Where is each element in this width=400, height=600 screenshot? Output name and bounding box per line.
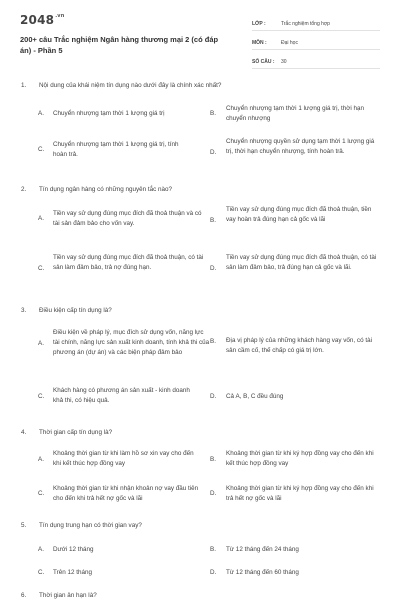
option-letter: A.: [38, 546, 44, 553]
meta-key: MÔN :: [252, 40, 267, 46]
option-text: Chuyển nhượng tạm thời 1 lượng giá trị: [53, 110, 165, 117]
meta-value: Trắc nghiệm tổng hợp: [281, 21, 330, 27]
option-text: Khoảng thời gian từ khi ký hợp đồng vay cho đến khi trả hết nợ gốc và lãi: [226, 485, 374, 502]
option-text: Khoảng thời gian từ khi ký hợp đồng vay cho đến khi kết thúc hợp đồng vay: [226, 450, 374, 467]
option-letter: A.: [38, 456, 44, 463]
option-letter: B.: [210, 456, 216, 463]
option-letter: D.: [210, 490, 217, 497]
option-text: Tiền vay sử dụng đúng mục đích đã thoả thuận, có tài sản làm đảm bảo, trả đúng hạn cả gốc và lãi.: [226, 254, 377, 271]
question-body: Điều kiện cấp tín dụng là?: [39, 307, 112, 314]
option-letter: B.: [210, 546, 216, 553]
option-text: Điều kiện về pháp lý, mục đích sử dụng vốn, năng lực tài chính, năng lực sản xuất kinh doanh, tính khả thi của phương án (dự án) và các biện pháp đảm bảo: [53, 329, 210, 356]
option-letter: A.: [38, 340, 44, 347]
option-text: Khoảng thời gian từ khi làm hồ sơ xin vay cho đến khi kết thúc hợp đồng vay: [53, 450, 194, 467]
option-letter: C.: [38, 265, 45, 272]
logo-text: 2048: [20, 13, 55, 27]
option-letter: A.: [38, 110, 44, 117]
question-body: Tín dụng ngân hàng có những nguyên tắc nào?: [39, 186, 173, 193]
option-text: Chuyển nhượng tạm thời 1 lượng giá trị, thời hạn chuyển nhượng: [226, 105, 365, 122]
meta-row-subject: [252, 33, 380, 50]
option-text: Khoảng thời gian từ khi nhận khoản nợ vay đầu tiên cho đến khi trả hết nợ gốc và lãi: [53, 485, 199, 502]
option-letter: D.: [210, 569, 217, 576]
question-number: 4.: [21, 429, 27, 436]
option-text: Khách hàng có phương án sản xuất - kinh doanh khả thi, có hiệu quả.: [53, 387, 190, 404]
question-number: 6.: [21, 592, 27, 599]
document-header: [0, 0, 400, 72]
option-letter: B.: [210, 217, 216, 224]
option-text: Cả A, B, C đều đúng: [226, 393, 284, 400]
meta-key: LỚP :: [252, 21, 266, 27]
option-letter: D.: [210, 393, 217, 400]
question-body: Tín dụng trung hạn có thời gian vay?: [39, 522, 142, 529]
meta-key: SỐ CÂU :: [252, 59, 275, 65]
question-number: 1.: [21, 82, 27, 89]
option-text: Trên 12 tháng: [53, 569, 92, 576]
option-letter: A.: [38, 215, 44, 222]
question-text: [21, 82, 221, 89]
option-letter: D.: [210, 149, 217, 156]
question-number: 2.: [21, 186, 27, 193]
meta-row-class: [252, 14, 380, 31]
site-logo[interactable]: [20, 13, 65, 27]
document-title: 200+ câu Trắc nghiệm Ngân hàng thương mại 2 (có đáp án) - Phần 5: [20, 35, 219, 55]
question-text: [21, 307, 112, 314]
meta-row-count: [252, 52, 380, 69]
question-text: [21, 186, 172, 193]
meta-value: 30: [281, 59, 287, 65]
question-number: 3.: [21, 307, 27, 314]
question-text: [21, 592, 97, 599]
option-text: Tiền vay sử dụng đúng mục đích đã thoả thuận và có tài sản đảm bảo cho vốn vay.: [53, 210, 202, 227]
option-text: Từ 12 tháng đến 60 tháng: [226, 569, 299, 576]
meta-value: Đại học: [281, 40, 298, 46]
question-text: [21, 429, 112, 436]
option-letter: C.: [38, 393, 45, 400]
option-text: Tiền vay sử dụng đúng mục đích đã thoả thuận, có tài sản làm đảm bảo, trả nợ đúng hạn.: [53, 254, 204, 271]
option-letter: C.: [38, 490, 45, 497]
option-text: Chuyển nhượng tạm thời 1 lượng giá trị, tính hoàn trả.: [53, 141, 179, 158]
option-text: Từ 12 tháng đến 24 tháng: [226, 546, 299, 553]
option-letter: D.: [210, 265, 217, 272]
option-text: Địa vị pháp lý của những khách hàng vay vốn, có tài sản cầm cố, thế chấp có giá trị lớn.: [226, 337, 372, 354]
logo-domain: .vn: [55, 13, 65, 19]
option-text: Chuyển nhượng quyền sử dụng tạm thời 1 lượng giá trị, thời hạn chuyển nhượng, tính hoàn trả.: [226, 138, 375, 155]
question-body: Thời gian ân hạn là?: [39, 592, 97, 599]
question-text: [21, 522, 142, 529]
option-letter: B.: [210, 110, 216, 117]
document-meta: [252, 14, 380, 71]
question-body: Nội dung của khái niệm tín dụng nào dưới đây là chính xác nhất?: [39, 82, 222, 89]
option-letter: C.: [38, 146, 45, 153]
option-text: Tiền vay sử dụng đúng mục đích đã thoả thuận, tiền vay hoàn trả đúng hạn cả gốc và lãi: [226, 206, 372, 223]
option-letter: C.: [38, 569, 45, 576]
question-number: 5.: [21, 522, 27, 529]
option-letter: B.: [210, 338, 216, 345]
option-text: Dưới 12 tháng: [53, 546, 94, 553]
question-body: Thời gian cấp tín dụng là?: [39, 429, 113, 436]
